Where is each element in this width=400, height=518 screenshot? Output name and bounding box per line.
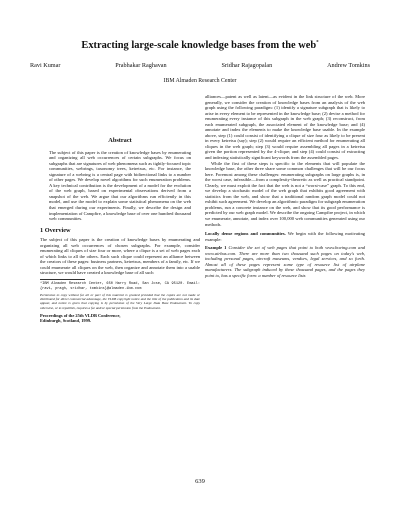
footnote-rule [40, 279, 85, 280]
permission-notice: Permission to copy without fee all or part of this material is granted provided that the copies are not made or distributed for direct commercial advantage, the VLDB copyright notice and the title of the publication and its date appear, and notice is given that copying is by permission of the Very Large Data Base Endowment. To copy otherwise, or to republish, requires a fee and/or special permission from the Endowment. [40, 293, 200, 310]
title-footnote-mark: * [316, 40, 319, 46]
run-in-text: We begin with the following motivating example: [205, 231, 365, 242]
author-name: Sridhar Rajagopalan [221, 62, 273, 69]
run-in-heading: Locally dense regions and communities. [205, 231, 286, 237]
author-list [30, 62, 370, 69]
example-block [205, 245, 365, 278]
affiliation: IBM Almaden Research Center [163, 78, 237, 84]
section-heading: 1 Overview [40, 226, 71, 234]
proceedings-location: Edinburgh, Scotland, 1999. [40, 318, 92, 324]
page-number: 639 [195, 478, 205, 485]
example-text: Consider the set of web pages that point to both www.boeing.com and www.airbus.com. There are more than two thousand such pages on today's web, including personal pages, aircraft museums, vendors, legal services, and so forth. Almost all of these pages represent some type of resource list of airplane manufacturers. The subgraph induced by these thousand pages, and the pages they point to, has a specific form: a number of resource lists [205, 245, 365, 278]
abstract-heading: Abstract [108, 137, 132, 144]
proceedings-line: Proceedings of the 25th VLDB Conference, [40, 312, 121, 318]
abstract-body [40, 150, 200, 222]
right-column [205, 94, 365, 279]
abstract-text: The subject of this paper is the creation of knowledge bases by enumerating and organizing all web occurrences of certain subgraphs. We focus on subgraphs that are signatures of web phenomena such as tightly-focused topic communities, webrings, taxonomy trees, keiretsus, etc. For instance, the signature of a webring is a central page with bidirectional links to a number of other pages. We develop novel algorithms for such enumeration problems. A key technical contribution is the development of a model for the evolution of the web graph, based on experimental observations derived from a snapshot of the web. We argue that our algorithms run efficiently in this model, and use the model to explain some statistical phenomena on the web that emerged during our experiments. Finally, we describe the design and implementation of Campfire, a knowledge base of over one hundred thousand web communities. [49, 149, 191, 222]
body-paragraph-run-in [205, 231, 365, 242]
body-paragraph: alliances—patent as well as latent—as evident in the link structure of the web. More generally, we consider the creation of knowledge bases from an analysis of the web graph using the following paradigm: (1) identify a signature subgraph that is likely to arise in every element to be represented in the knowledge base; (2) devise a method for enumerating every instance of this subgraph in the web graph; (3) reconstruct, from each enumerated subgraph, the associated element of the knowledge base; and (4) annotate and index the elements to make the knowledge base usable. In the example above, step (1) could consist of identifying a clique of size four as likely to be present in every keiretsu (say); step (2) would require an efficient method for enumerating all cliques in the web graph; step (3) would require assembling all pages in a keiretsu given the portion represented by the 4-clique; and step (4) could consist of extracting and indexing statistically significant keywords from the assembled pages. [205, 94, 365, 161]
left-column [40, 94, 200, 323]
body-paragraph: While the first of these steps is specific to the elements that will populate the knowledge base, the other three share some common challenges that will be our focus here. Foremost among these challenges: enumerating subgraphs on large graphs is, in the worst case, infeasible—from a complexity-theoretic as well as practical standpoint. Clearly, we must exploit the fact that the web is not a “worst-case” graph. To this end, we develop a stochastic model of the web graph that exhibits good agreement with statistics from the web, and show that a traditional random graph model could not exhibit such agreement. We develop an algorithmic paradigm for subgraph enumeration problems, run a concrete instance on the web, and show that its good performance is predicted by our web graph model. We describe the ongoing Campfire project, in which we enumerate, annotate, and index over 100,000 web communities generated using our methods. [205, 160, 365, 227]
author-name: Ravi Kumar [30, 62, 61, 69]
author-name: Prabhakar Raghavan [115, 62, 167, 69]
paper-title [0, 40, 400, 51]
author-name: Andrew Tomkins [327, 62, 370, 69]
body-paragraph: The subject of this paper is the creation of knowledge bases by enumerating and organizing all web occurrences of chosen subgraphs. For example, consider enumerating all cliques of size four or more, where a clique is a set of web pages each of which links to all the others. Each such clique could represent an alliance between the creators of these pages: business partners, keiretsus, members of a family, etc. If we could enumerate all cliques on the web, then organize and annotate them into a usable structure, we would have created a knowledge base of all such [40, 237, 200, 276]
title-text: Extracting large-scale knowledge bases from the web [81, 40, 317, 51]
footnote-address: *IBM Almaden Research Center, 650 Harry Road, San Jose, CA 95120. Email: {ravi, pragh, sridhar, tomkins}@almaden.ibm.com [40, 282, 200, 291]
example-label: Example 1 [205, 245, 227, 251]
